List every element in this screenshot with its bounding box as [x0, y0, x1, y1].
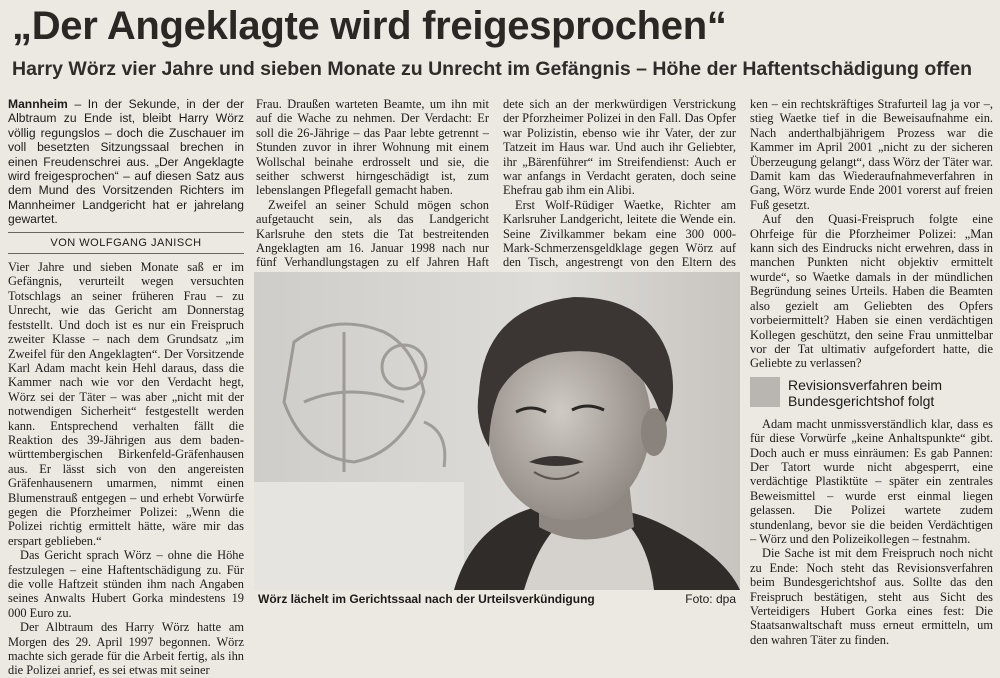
intertitle-text: Revisionsverfahren beim Bundesgerichtshof folgt	[788, 376, 943, 409]
body-paragraph: Die Sache ist mit dem Freispruch noch nicht zu Ende: Noch steht das Revisionsverfahren beim Bundesgerichtshof aus. Sollte das den Freispruch bestätigen, steht aus Sicht des Verteidigers Hubert Gorka eines fest: Die Staatsanwaltschaft muss erneut ermitteln, um den wahren Täter zu finden.	[750, 546, 993, 647]
headline: „Der Angeklagte wird freigesprochen“	[12, 4, 727, 48]
body-paragraph: Der Albtraum des Harry Wörz hatte am Morgen des 29. April 1997 begonnen. Wörz machte sich gerade für die Arbeit fertig, als ihn die Polizei anrief, es sei etwas mit seiner	[8, 620, 244, 678]
body-paragraph: Das Gericht sprach Wörz – ohne die Höhe festzulegen – eine Haftentschädigung zu. Für die volle Haftzeit stünden ihm nach Angaben seines Anwalts Hubert Gorka mindestens 19 000 Euro zu.	[8, 548, 244, 620]
article-column-3	[503, 97, 736, 269]
lead-paragraph	[8, 97, 244, 227]
dateline: Mannheim	[8, 97, 68, 111]
body-paragraph: Adam macht unmissverständlich klar, dass es für diese Vorwürfe „keine Anhaltspunkte“ gibt. Doch auch er muss einräumen: Es gab Pannen: Der Tatort wurde nicht abgesperrt, eine verdächtige Plastiktüte – später ein zentrales Beweismittel – wurde erst einmal liegen gelassen. Die Polizei wartete zudem stundenlang, bevor sie die beiden Verdächtigen – Wörz und den Polizeikollegen – festnahm.	[750, 416, 993, 546]
body-paragraph: ken – ein rechtskräftiges Strafurteil lag ja vor –, stieg Waetke tief in die Beweisaufnahme ein. Nach anderthalbjährigem Prozess war die Kammer im April 2001 „nicht zu der sicheren Überzeugung gelangt“, dass Wörz der Täter war. Damit kam das Wiederaufnahmeverfahren in Gang, Wörz wurde Ende 2001 vorerst auf freien Fuß gesetzt.	[750, 97, 993, 212]
news-photo	[254, 272, 740, 590]
byline: VON WOLFGANG JANISCH	[8, 232, 244, 254]
caption-text: Wörz lächelt im Gerichtssaal nach der Urteilsverkündigung	[258, 592, 595, 606]
body-paragraph: Frau. Draußen warteten Beamte, um ihn mit auf die Wache zu nehmen. Der Verdacht: Er soll die 26-Jährige – das Paar lebte getrennt – Stunden zuvor in ihrer Wohnung mit einem Wollschal beinahe erdrosselt und sie, die seither schwerst hirngeschädigt ist, zum lebenslangen Pflegefall gemacht haben.	[256, 97, 489, 198]
body-paragraph: Zweifel an seiner Schuld mögen schon aufgetaucht sein, als das Landgericht Karlsruhe den stets die Tat bestreitenden Angeklagten am 16. Januar 1998 nach nur fünf Verhandlungstagen zu elf Jahren Haft	[256, 197, 489, 270]
lead-text: – In der Sekunde, in der der Albtraum zu Ende ist, bleibt Harry Wörz völlig regungslos – doch die Zuschauer im voll besetzten Sitzungssaal brechen in einen Freudenschrei aus. „Der Angeklagte wird freigesprochen“ – auf diesen Satz aus dem Mund des Vorsitzenden Richters im Mannheimer Landgericht hat er jahrelang gewartet.	[8, 97, 244, 227]
photo-credit: Foto: dpa	[685, 592, 736, 606]
portrait-illustration	[254, 272, 740, 590]
photo-caption	[258, 590, 738, 608]
intertitle	[750, 377, 993, 409]
body-paragraph: Vier Jahre und sieben Monate saß er im Gefängnis, verurteilt wegen versuchten Totschlags an seiner früheren Frau – zu Unrecht, wie das Gericht am Donnerstag feststellt. Und doch ist es nur ein Freispruch zweiter Klasse – nach dem Grundsatz „im Zweifel für den Angeklagten“. Der Vorsitzende Karl Adam macht kein Hehl daraus, dass die Kammer nach wie vor den Verdacht hegt, Wörz sei der Täter – was aber „nicht mit der notwendigen Sicherheit“ festgestellt werden kann. Entsprechend verhalten fällt die Reaktion des 39-Jährigen aus dem baden-württembergischen Birkenfeld-Gräfenhausen aus. Er lässt sich von den angereisten Gräfenhausenern umarmen, nimmt einen Blumenstrauß entgegen – und erhebt Vorwürfe gegen die Pforzheimer Polizei: „Wenn die Polizei richtig ermittelt hätte, wäre mir das erspart geblieben.“	[8, 260, 244, 548]
article-column-1	[8, 97, 244, 678]
article-column-4	[750, 97, 993, 647]
body-paragraph: Auf den Quasi-Freispruch folgte eine Ohrfeige für die Pforzheimer Polizei: „Man kann sich des Eindrucks nicht erwehren, dass in manchen Punkten nicht objektiv ermittelt wurde“, so Waetke damals in der mündlichen Begründung seines Urteils. Haben die Beamten also gezielt am Geliebten des Opfers vorbeiermittelt? Haben sie einen verdächtigen Kollegen geschützt, den seine Frau unmittelbar vor der Tat ultimativ aufgefordert hatte, die Geliebte zu verlassen?	[750, 212, 993, 371]
intertitle-marker	[750, 377, 780, 407]
body-paragraph: Erst Wolf-Rüdiger Waetke, Richter am Karlsruher Landgericht, leitete die Wende ein. Seine Zivilkammer bekam eine 300 000-Mark-Schmerzensgeldklage gegen Wörz auf den Tisch, angestrengt von den Eltern des	[503, 197, 736, 270]
body-paragraph: dete sich an der merkwürdigen Verstrickung der Pforzheimer Polizei in den Fall. Das Opfer war Polizistin, ebenso wie ihr Vater, der zur Tatzeit im Haus war. Und auch ihr Geliebter, ihr „Bärenführer“ im Streifendienst: Auch er war anfangs in Verdacht geraten, doch seine Ehefrau gab ihm ein Alibi.	[503, 97, 736, 198]
subheadline: Harry Wörz vier Jahre und sieben Monate zu Unrecht im Gefängnis – Höhe der Haftentschädigung offen	[12, 58, 972, 80]
article-column-2	[256, 97, 489, 269]
